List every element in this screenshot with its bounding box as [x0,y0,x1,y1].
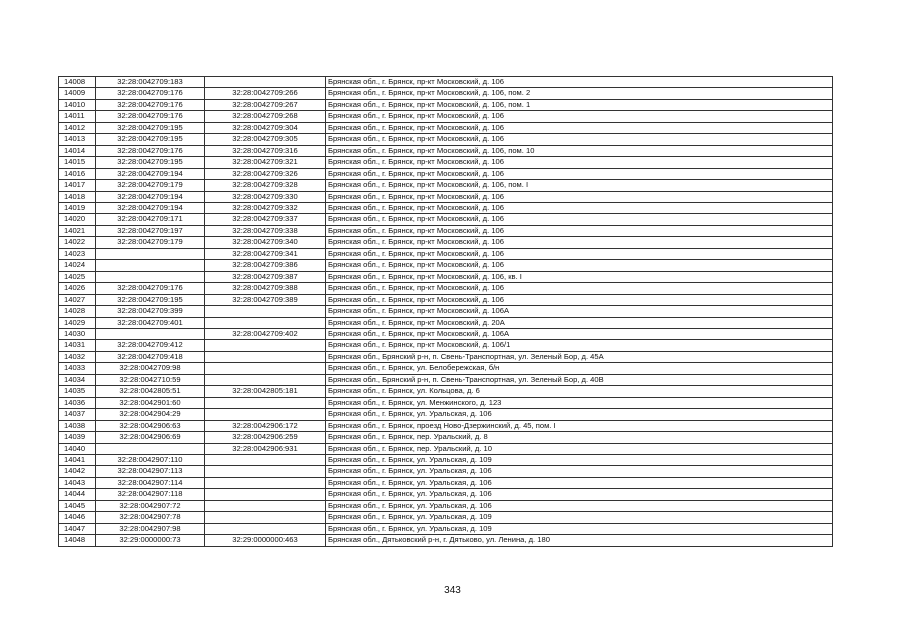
table-row [59,409,833,420]
cadastral-number-cell: 32:28:0042709:418 [96,351,205,362]
address-cell: Брянская обл., г. Брянск, ул. Уральская, д. 109 [326,512,833,523]
object-cadastral-number-cell: 32:28:0042709:328 [205,180,326,191]
table-row [59,111,833,122]
table-row [59,157,833,168]
cadastral-number-cell [96,260,205,271]
object-cadastral-number-cell [205,317,326,328]
row-number-cell: 14024 [59,260,96,271]
cadastral-number-cell [96,443,205,454]
row-number-cell: 14022 [59,237,96,248]
row-number-cell: 14039 [59,432,96,443]
cadastral-number-cell: 32:28:0042709:195 [96,122,205,133]
cadastral-number-cell: 32:28:0042709:176 [96,145,205,156]
cadastral-number-cell: 32:28:0042709:176 [96,111,205,122]
cadastral-number-cell: 32:28:0042709:176 [96,99,205,110]
address-cell: Брянская обл., г. Брянск, пр-кт Московский, д. 106 [326,225,833,236]
row-number-cell: 14016 [59,168,96,179]
cadastral-number-cell: 32:28:0042907:118 [96,489,205,500]
table-row [59,225,833,236]
table-row [59,237,833,248]
table-body [59,77,833,547]
address-cell: Брянская обл., г. Брянск, пр-кт Московский, д. 106 [326,214,833,225]
row-number-cell: 14036 [59,397,96,408]
table-row [59,443,833,454]
row-number-cell: 14019 [59,202,96,213]
row-number-cell: 14010 [59,99,96,110]
table-row [59,523,833,534]
address-cell: Брянская обл., г. Брянск, ул. Уральская, д. 106 [326,466,833,477]
row-number-cell: 14033 [59,363,96,374]
table-row [59,271,833,282]
table-row [59,512,833,523]
cadastral-number-cell [96,248,205,259]
row-number-cell: 14038 [59,420,96,431]
cadastral-number-cell: 32:28:0042710:59 [96,374,205,385]
object-cadastral-number-cell [205,477,326,488]
object-cadastral-number-cell [205,397,326,408]
table-row [59,294,833,305]
table-row [59,191,833,202]
object-cadastral-number-cell: 32:28:0042709:266 [205,88,326,99]
object-cadastral-number-cell [205,489,326,500]
row-number-cell: 14027 [59,294,96,305]
table-row [59,363,833,374]
table-row [59,420,833,431]
cadastral-number-cell: 32:28:0042906:69 [96,432,205,443]
address-cell: Брянская обл., г. Брянск, ул. Уральская, д. 106 [326,409,833,420]
row-number-cell: 14018 [59,191,96,202]
row-number-cell: 14014 [59,145,96,156]
address-cell: Брянская обл., г. Брянск, пр-кт Московский, д. 106А [326,306,833,317]
row-number-cell: 14011 [59,111,96,122]
table-row [59,500,833,511]
cadastral-number-cell: 32:28:0042907:110 [96,454,205,465]
cadastral-number-cell: 32:28:0042709:98 [96,363,205,374]
object-cadastral-number-cell [205,500,326,511]
row-number-cell: 14031 [59,340,96,351]
row-number-cell: 14035 [59,386,96,397]
address-cell: Брянская обл., г. Брянск, пр-кт Московский, д. 106, пом. I [326,180,833,191]
address-cell: Брянская обл., г. Брянск, ул. Белобережская, б/н [326,363,833,374]
cadastral-number-cell: 32:28:0042709:179 [96,180,205,191]
cadastral-number-cell: 32:28:0042709:195 [96,134,205,145]
row-number-cell: 14009 [59,88,96,99]
address-cell: Брянская обл., г. Брянск, ул. Уральская, д. 106 [326,489,833,500]
table-row [59,214,833,225]
object-cadastral-number-cell [205,340,326,351]
address-cell: Брянская обл., г. Брянск, пр-кт Московский, д. 106 [326,283,833,294]
address-cell: Брянская обл., г. Брянск, пр-кт Московский, д. 106 [326,294,833,305]
address-cell: Брянская обл., г. Брянск, проезд Ново-Дзержинский, д. 45, пом. I [326,420,833,431]
cadastral-number-cell: 32:28:0042709:399 [96,306,205,317]
row-number-cell: 14020 [59,214,96,225]
table-row [59,454,833,465]
cadastral-number-cell: 32:28:0042907:113 [96,466,205,477]
address-cell: Брянская обл., г. Брянск, пр-кт Московский, д. 106 [326,191,833,202]
row-number-cell: 14017 [59,180,96,191]
cadastral-number-cell: 32:28:0042709:183 [96,77,205,88]
object-cadastral-number-cell: 32:28:0042906:931 [205,443,326,454]
row-number-cell: 14032 [59,351,96,362]
row-number-cell: 14023 [59,248,96,259]
address-cell: Брянская обл., г. Брянск, пр-кт Московский, д. 106 [326,260,833,271]
row-number-cell: 14008 [59,77,96,88]
table-row [59,340,833,351]
address-cell: Брянская обл., г. Брянск, пр-кт Московский, д. 106 [326,77,833,88]
address-cell: Брянская обл., г. Брянск, ул. Уральская, д. 109 [326,523,833,534]
row-number-cell: 14046 [59,512,96,523]
address-cell: Брянская обл., Дятьковский р-н, г. Дятьково, ул. Ленина, д. 180 [326,535,833,546]
cadastral-number-cell: 32:28:0042709:195 [96,157,205,168]
object-cadastral-number-cell [205,306,326,317]
table-row [59,466,833,477]
address-cell: Брянская обл., г. Брянск, ул. Уральская, д. 106 [326,500,833,511]
object-cadastral-number-cell: 32:28:0042709:321 [205,157,326,168]
table-row [59,260,833,271]
cadastral-number-cell: 32:28:0042709:195 [96,294,205,305]
object-cadastral-number-cell [205,466,326,477]
address-cell: Брянская обл., г. Брянск, пр-кт Московский, д. 106 [326,111,833,122]
cadastral-number-cell: 32:28:0042709:176 [96,283,205,294]
object-cadastral-number-cell [205,363,326,374]
table-row [59,477,833,488]
table-row [59,306,833,317]
table-row [59,248,833,259]
cadastral-number-cell: 32:28:0042904:29 [96,409,205,420]
row-number-cell: 14015 [59,157,96,168]
object-cadastral-number-cell [205,351,326,362]
table-row [59,317,833,328]
cadastral-number-cell: 32:29:0000000:73 [96,535,205,546]
object-cadastral-number-cell [205,77,326,88]
row-number-cell: 14044 [59,489,96,500]
object-cadastral-number-cell [205,454,326,465]
object-cadastral-number-cell [205,512,326,523]
object-cadastral-number-cell: 32:28:0042709:402 [205,328,326,339]
cadastral-number-cell: 32:28:0042907:72 [96,500,205,511]
address-cell: Брянская обл., г. Брянск, пр-кт Московский, д. 106А [326,328,833,339]
object-cadastral-number-cell: 32:28:0042709:337 [205,214,326,225]
address-cell: Брянская обл., Брянский р-н, п. Свень-Транспортная, ул. Зеленый Бор, д. 40В [326,374,833,385]
address-cell: Брянская обл., г. Брянск, пр-кт Московский, д. 106 [326,248,833,259]
address-cell: Брянская обл., г. Брянск, пр-кт Московский, д. 106 [326,122,833,133]
address-cell: Брянская обл., г. Брянск, пр-кт Московский, д. 106 [326,168,833,179]
cadastral-number-cell [96,328,205,339]
object-cadastral-number-cell: 32:28:0042709:387 [205,271,326,282]
address-cell: Брянская обл., г. Брянск, пр-кт Московский, д. 106/1 [326,340,833,351]
cadastral-number-cell: 32:28:0042901:60 [96,397,205,408]
object-cadastral-number-cell: 32:28:0042709:268 [205,111,326,122]
table-row [59,77,833,88]
object-cadastral-number-cell: 32:29:0000000:463 [205,535,326,546]
table-row [59,122,833,133]
object-cadastral-number-cell: 32:28:0042709:341 [205,248,326,259]
table-row [59,432,833,443]
row-number-cell: 14029 [59,317,96,328]
table-row [59,328,833,339]
table-row [59,283,833,294]
table-row [59,180,833,191]
row-number-cell: 14043 [59,477,96,488]
address-cell: Брянская обл., г. Брянск, пр-кт Московский, д. 106, кв. I [326,271,833,282]
address-cell: Брянская обл., г. Брянск, пр-кт Московский, д. 106, пом. 1 [326,99,833,110]
object-cadastral-number-cell [205,523,326,534]
row-number-cell: 14012 [59,122,96,133]
object-cadastral-number-cell [205,409,326,420]
cadastral-number-cell: 32:28:0042709:171 [96,214,205,225]
table-row [59,397,833,408]
cadastral-number-cell: 32:28:0042709:194 [96,202,205,213]
cadastral-number-cell [96,271,205,282]
table-row [59,99,833,110]
row-number-cell: 14042 [59,466,96,477]
address-cell: Брянская обл., г. Брянск, пр-кт Московский, д. 106 [326,134,833,145]
object-cadastral-number-cell: 32:28:0042709:267 [205,99,326,110]
object-cadastral-number-cell: 32:28:0042805:181 [205,386,326,397]
cadastral-number-cell: 32:28:0042709:401 [96,317,205,328]
row-number-cell: 14028 [59,306,96,317]
object-cadastral-number-cell: 32:28:0042906:259 [205,432,326,443]
object-cadastral-number-cell: 32:28:0042709:338 [205,225,326,236]
address-cell: Брянская обл., г. Брянск, пер. Уральский, д. 10 [326,443,833,454]
address-cell: Брянская обл., г. Брянск, пр-кт Московский, д. 106 [326,237,833,248]
row-number-cell: 14037 [59,409,96,420]
cadastral-number-cell: 32:28:0042709:194 [96,168,205,179]
cadastral-number-cell: 32:28:0042709:194 [96,191,205,202]
object-cadastral-number-cell: 32:28:0042709:340 [205,237,326,248]
cadastral-number-cell: 32:28:0042906:63 [96,420,205,431]
row-number-cell: 14041 [59,454,96,465]
address-cell: Брянская обл., г. Брянск, пр-кт Московский, д. 106 [326,202,833,213]
table-row [59,489,833,500]
object-cadastral-number-cell: 32:28:0042709:330 [205,191,326,202]
address-cell: Брянская обл., г. Брянск, ул. Уральская, д. 106 [326,477,833,488]
object-cadastral-number-cell: 32:28:0042709:304 [205,122,326,133]
cadastral-number-cell: 32:28:0042709:179 [96,237,205,248]
row-number-cell: 14025 [59,271,96,282]
cadastral-number-cell: 32:28:0042907:78 [96,512,205,523]
address-cell: Брянская обл., г. Брянск, ул. Менжинского, д. 123 [326,397,833,408]
cadastral-number-cell: 32:28:0042709:412 [96,340,205,351]
cadastral-number-cell: 32:28:0042805:51 [96,386,205,397]
address-cell: Брянская обл., Брянский р-н, п. Свень-Транспортная, ул. Зеленый Бор, д. 45А [326,351,833,362]
address-cell: Брянская обл., г. Брянск, пр-кт Московский, д. 106, пом. 10 [326,145,833,156]
table-row [59,386,833,397]
object-cadastral-number-cell [205,374,326,385]
page-number: 343 [444,585,461,596]
table-row [59,535,833,546]
object-cadastral-number-cell: 32:28:0042709:332 [205,202,326,213]
address-cell: Брянская обл., г. Брянск, пр-кт Московский, д. 20А [326,317,833,328]
table-row [59,202,833,213]
cadastral-number-cell: 32:28:0042709:197 [96,225,205,236]
table-row [59,374,833,385]
object-cadastral-number-cell: 32:28:0042709:316 [205,145,326,156]
table-row [59,351,833,362]
address-cell: Брянская обл., г. Брянск, пр-кт Московский, д. 106 [326,157,833,168]
table-row [59,168,833,179]
row-number-cell: 14030 [59,328,96,339]
address-cell: Брянская обл., г. Брянск, пр-кт Московский, д. 106, пом. 2 [326,88,833,99]
object-cadastral-number-cell: 32:28:0042709:326 [205,168,326,179]
table-row [59,88,833,99]
row-number-cell: 14040 [59,443,96,454]
row-number-cell: 14045 [59,500,96,511]
row-number-cell: 14013 [59,134,96,145]
address-cell: Брянская обл., г. Брянск, ул. Кольцова, д. 6 [326,386,833,397]
row-number-cell: 14048 [59,535,96,546]
row-number-cell: 14047 [59,523,96,534]
cadastral-table [58,76,833,547]
object-cadastral-number-cell: 32:28:0042709:388 [205,283,326,294]
object-cadastral-number-cell: 32:28:0042906:172 [205,420,326,431]
cadastral-number-cell: 32:28:0042709:176 [96,88,205,99]
object-cadastral-number-cell: 32:28:0042709:305 [205,134,326,145]
row-number-cell: 14034 [59,374,96,385]
row-number-cell: 14026 [59,283,96,294]
object-cadastral-number-cell: 32:28:0042709:386 [205,260,326,271]
cadastral-number-cell: 32:28:0042907:114 [96,477,205,488]
address-cell: Брянская обл., г. Брянск, пер. Уральский, д. 8 [326,432,833,443]
table-row [59,134,833,145]
table-row [59,145,833,156]
cadastral-number-cell: 32:28:0042907:98 [96,523,205,534]
object-cadastral-number-cell: 32:28:0042709:389 [205,294,326,305]
address-cell: Брянская обл., г. Брянск, ул. Уральская, д. 109 [326,454,833,465]
row-number-cell: 14021 [59,225,96,236]
